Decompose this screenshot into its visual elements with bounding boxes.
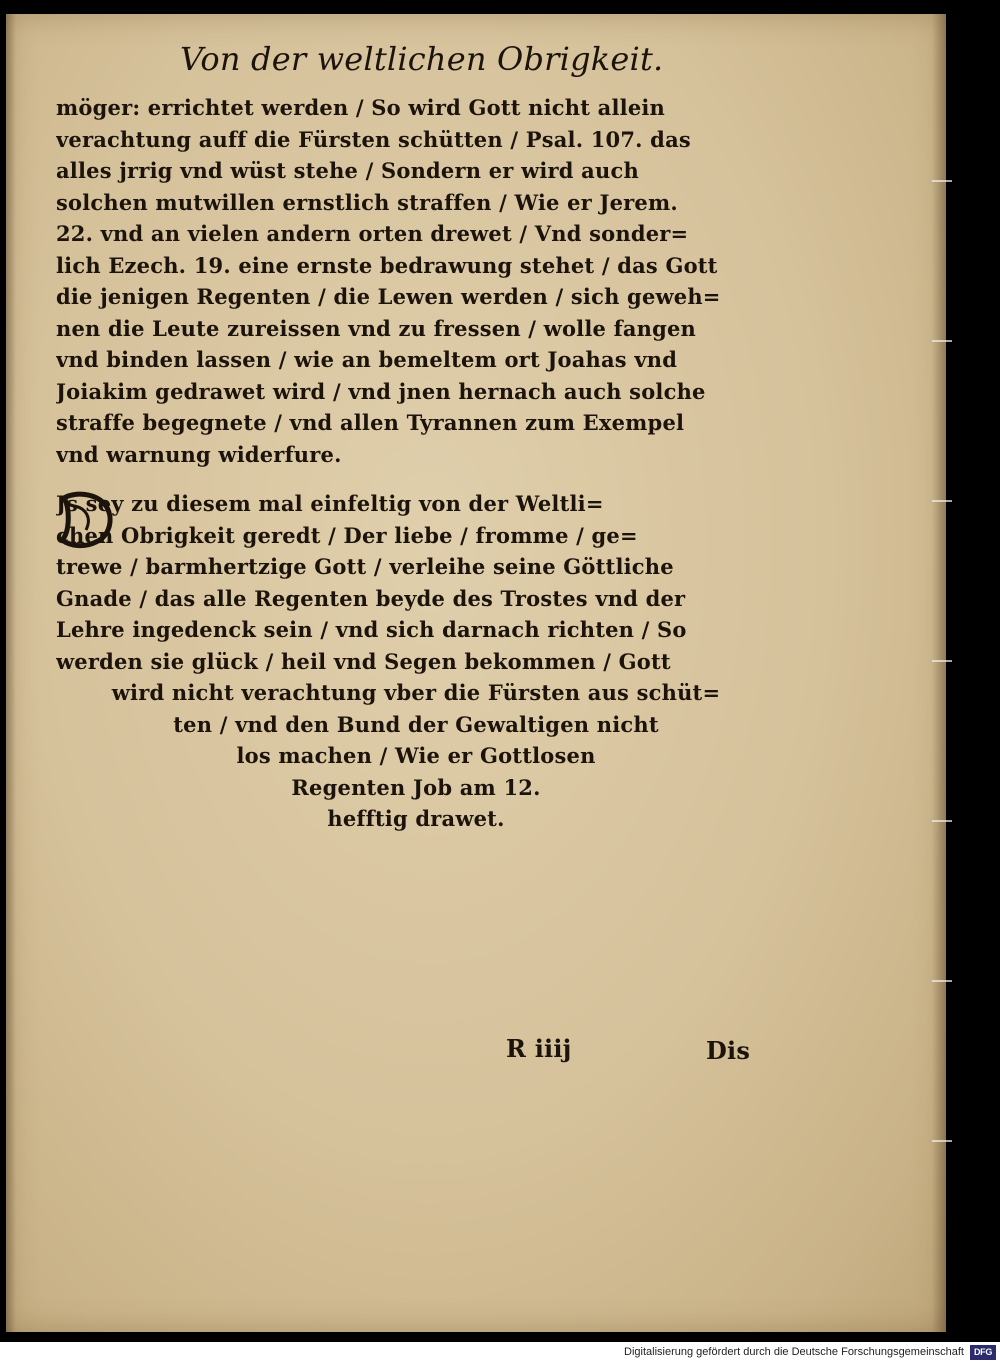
text-line: vnd binden lassen / wie an bemeltem ort Joahas vnd [56,347,678,372]
footer-bar [0,1342,1000,1364]
text-line: Gnade / das alle Regenten beyde des Trostes vnd der [56,585,686,611]
text-line: hefftig drawet. [327,806,505,831]
text-line: vnd warnung widerfure. [56,441,342,467]
text-line: los machen / Wie er Gottlosen [236,743,596,768]
text-line: die jenigen Regenten / die Lewen werden / sich geweh= [56,284,721,309]
text-line: verachtung auff die Fürsten schütten / Psal. 107. das [56,126,691,152]
signature-mark: R iiij [506,1034,572,1063]
catchword: Dis [706,1036,751,1065]
text-line: chen Obrigkeit geredt / Der liebe / fromme / ge= [56,522,638,548]
text-line: möger: errichtet werden / So wird Gott nicht allein [56,95,666,120]
text-line: trewe / barmhertzige Gott / verleihe seine Göttliche [56,554,674,579]
text-line: straffe begegnete / vnd allen Tyrannen zum Exempel [56,410,685,435]
dfg-logo: DFG [970,1345,996,1360]
text-line: lich Ezech. 19. eine ernste bedrawung stehet / das Gott [56,252,718,278]
running-head: Von der weltlichen Obrigkeit. [180,40,664,78]
text-line: alles jrrig vnd wüst stehe / Sondern er wird auch [56,158,639,183]
text-line: nen die Leute zureissen vnd zu fressen / wolle fangen [56,315,697,341]
gutter-shadow [6,14,16,1332]
text-line: Joiakim gedrawet wird / vnd jnen hernach auch solche [56,378,706,404]
text-line: Js sey zu diesem mal einfeltig von der Weltli= [56,491,604,516]
paragraph-text [56,92,776,470]
text-line: ten / vnd den Bund der Gewaltigen nicht [173,711,659,737]
text-line: werden sie glück / heil vnd Segen bekommen / Gott [56,648,671,674]
text-line: solchen mutwillen ernstlich straffen / Wie er Jerem. [56,189,678,215]
text-line: Regenten Job am 12. [291,774,541,800]
funding-credit: Digitalisierung gefördert durch die Deutsche Forschungsgemeinschaft [624,1346,964,1358]
text-line: Lehre ingedenck sein / vnd sich darnach richten / So [56,617,687,642]
text-line: wird nicht verachtung vber die Fürsten aus schüt= [111,680,721,705]
page-edge-marks [932,180,952,1280]
closing-paragraph [56,488,776,835]
text-line: 22. vnd an vielen andern orten drewet / Vnd sonder= [56,221,689,246]
